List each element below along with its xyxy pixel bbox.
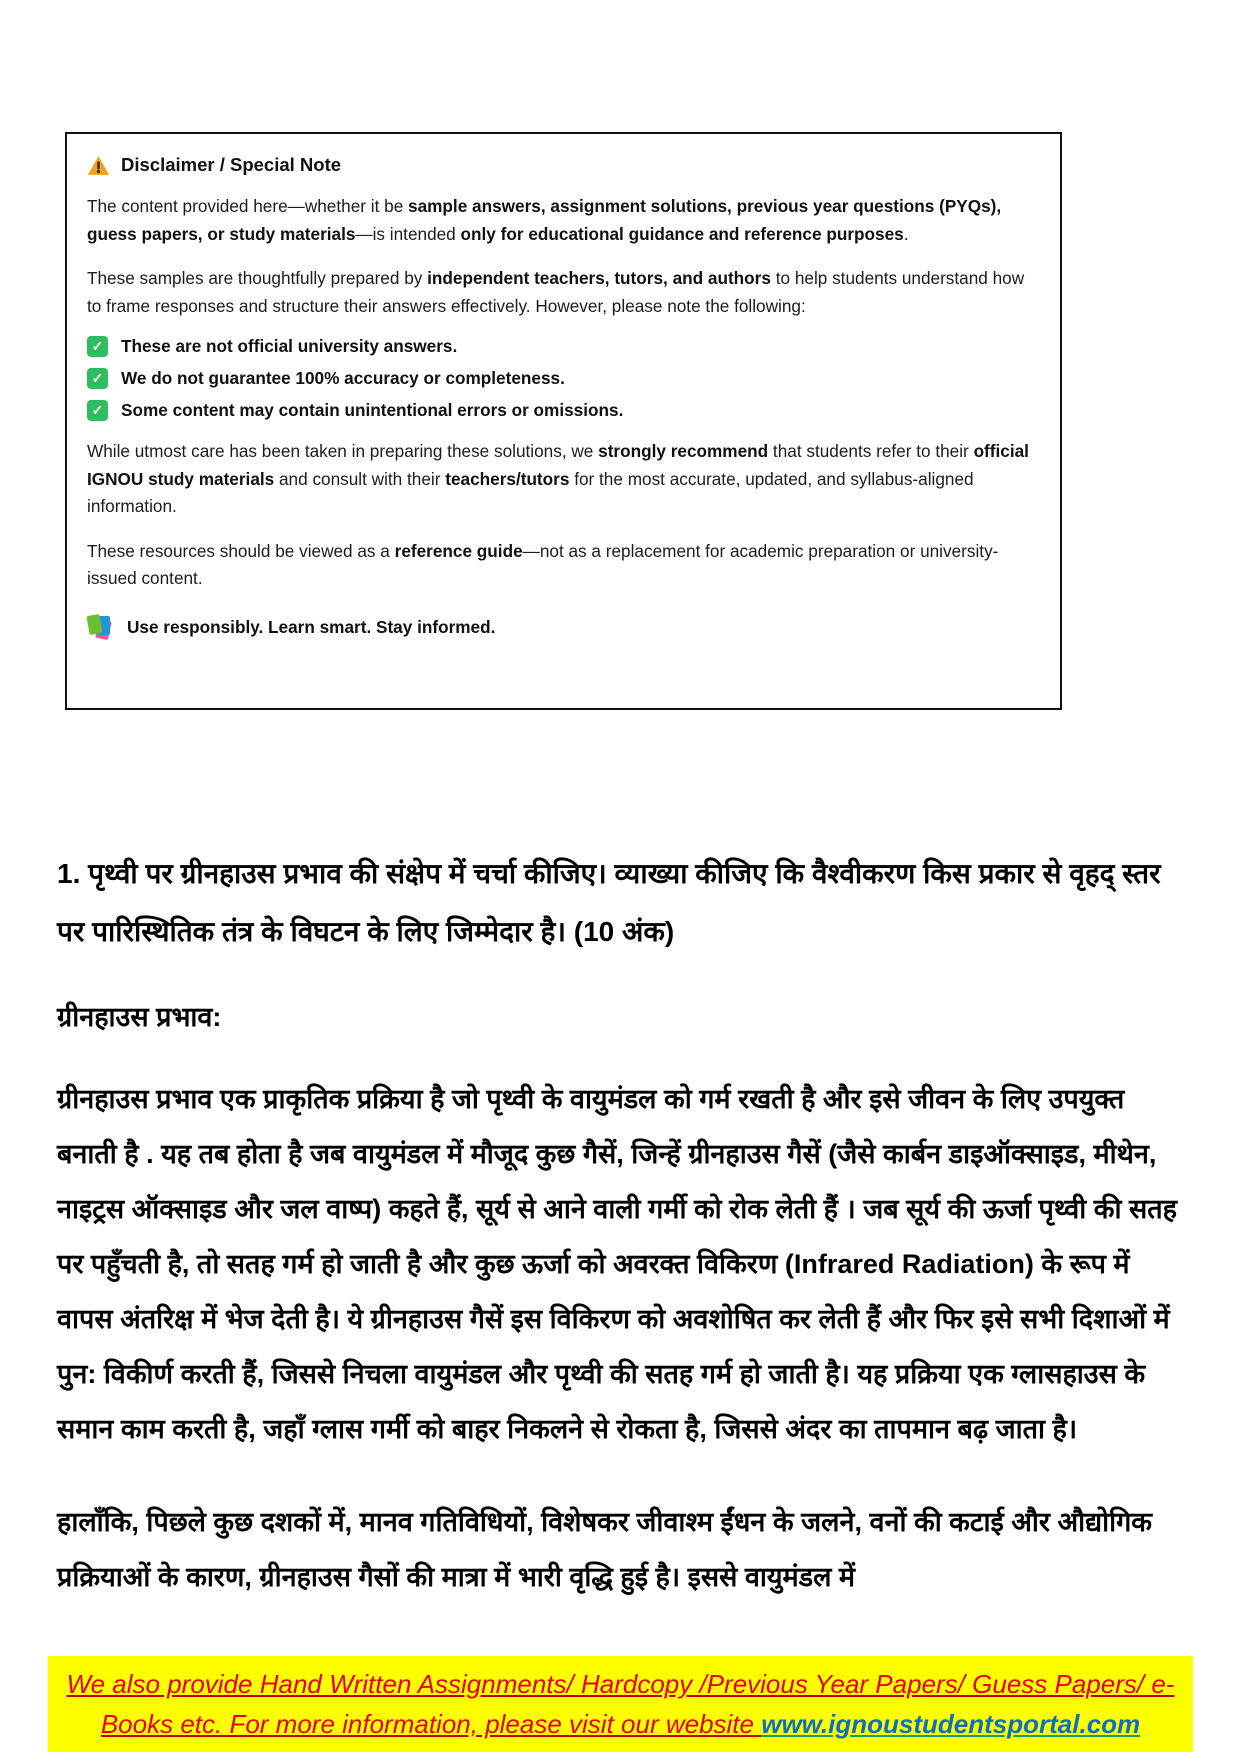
- disclaimer-box: [65, 132, 1062, 710]
- answer-paragraph-2: हालाँकि, पिछले कुछ दशकों में, मानव गतिविधियों, विशेषकर जीवाश्म ईंधन के जलने, वनों की कटाई और औद्योगिक प्रक्रियाओं के कारण, ग्रीनहाउस गैसों की मात्रा में भारी वृद्धि हुई है। इससे वायुमंडल में: [57, 1507, 1153, 1592]
- text-segment: and consult with their: [274, 468, 446, 489]
- disclaimer-note-row: [87, 615, 1038, 640]
- checklist-item-label: These are not official university answers.: [121, 336, 458, 356]
- disclaimer-title-row: [87, 154, 1038, 176]
- text-segment: These samples are thoughtfully prepared by: [87, 268, 428, 288]
- warning-icon: [87, 155, 110, 176]
- disclaimer-title: Disclaimer / Special Note: [121, 154, 342, 175]
- website-link[interactable]: www.ignoustudentsportal.com: [761, 1709, 1141, 1739]
- text-segment-bold: independent teachers, tutors, and authors: [427, 268, 771, 288]
- text-segment: The content provided here—whether it be: [87, 196, 409, 216]
- disclaimer-paragraph-1: [87, 193, 1038, 248]
- text-segment: While utmost care has been taken in preparing these solutions, we: [87, 441, 599, 461]
- text-segment-bold: reference guide: [394, 540, 523, 561]
- text-segment-bold: sample answers, assignment solutions, previous year questions (PYQs), guess papers, or study materials: [87, 196, 1002, 244]
- text-segment-bold: teachers/tutors: [445, 468, 570, 489]
- text-segment: to help students understand how to frame responses and structure their answers effectively. However, please note the following:: [87, 268, 1025, 316]
- green-check-icon: ✓: [87, 336, 108, 357]
- text-segment: that students refer to their: [768, 441, 974, 461]
- disclaimer-paragraph-4: [87, 538, 1038, 593]
- text-segment-bold: strongly recommend: [598, 441, 769, 461]
- answer-paragraph-1: ग्रीनहाउस प्रभाव एक प्राकृतिक प्रक्रिया है जो पृथ्वी के वायुमंडल को गर्म रखती है और इसे जीवन के लिए उपयुक्त बनाती है . यह तब होता है जब वायुमंडल में मौजूद कुछ गैसें, जिन्हें ग्रीनहाउस गैसें (जैसे कार्बन डाइऑक्साइड, मीथेन, नाइट्रस ऑक्साइड और जल वाष्प) कहते हैं, सूर्य से आने वाली गर्मी को रोक लेती हैं । जब सूर्य की ऊर्जा पृथ्वी की सतह पर पहुँचती है, तो सतह गर्म हो जाती है और कुछ ऊर्जा को अवरक्त विकिरण (Infrared Radiation) के रूप में वापस अंतरिक्ष में भेज देती है। ये ग्रीनहाउस गैसें इस विकिरण को अवशोषित कर लेती हैं और फिर इसे सभी दिशाओं में पुन: विकीर्ण करती हैं, जिससे निचला वायुमंडल और पृथ्वी की सतह गर्म हो जाती है। यह प्रक्रिया एक ग्लासहाउस के समान काम करती है, जहाँ ग्लास गर्मी को बाहर निकलने से रोकता है, जिससे अंदर का तापमान बढ़ जाता है।: [57, 1084, 1178, 1444]
- checklist-item: [87, 368, 1038, 389]
- checklist-item: [87, 336, 1038, 357]
- green-check-icon: ✓: [87, 400, 108, 421]
- text-segment: for the most accurate, updated, and syllabus-aligned information.: [87, 468, 974, 516]
- text-segment: —is intended: [355, 223, 461, 244]
- greenhouse-effect-subheading: ग्रीनहाउस प्रभाव:: [57, 1002, 222, 1032]
- green-check-icon: ✓: [87, 368, 108, 389]
- disclaimer-paragraph-3: [87, 438, 1038, 521]
- disclaimer-note-label: Use responsibly. Learn smart. Stay informed.: [127, 616, 496, 637]
- answer-content: [57, 845, 1189, 1605]
- checklist-item-label: Some content may contain unintentional errors or omissions.: [121, 400, 624, 420]
- text-segment: These resources should be viewed as a: [87, 540, 395, 561]
- checklist-item-label: We do not guarantee 100% accuracy or completeness.: [121, 368, 565, 388]
- promo-banner: [48, 1656, 1193, 1752]
- text-segment: —not as a replacement for academic preparation or university-issued content.: [87, 540, 999, 588]
- promo-text: We also provide Hand Written Assignments/ Hardcopy /Previous Year Papers/ Guess Papers/ e-Books etc. For more information, please visit our website: [66, 1669, 1175, 1739]
- checklist-item: [87, 400, 1038, 421]
- text-segment: .: [903, 223, 909, 244]
- text-segment-bold: only for educational guidance and reference purposes: [460, 223, 904, 244]
- disclaimer-checklist: [87, 336, 1038, 421]
- text-segment-bold: official IGNOU study materials: [87, 441, 1029, 489]
- disclaimer-paragraph-2: [87, 265, 1038, 320]
- question-1-heading: 1. पृथ्वी पर ग्रीनहाउस प्रभाव की संक्षेप में चर्चा कीजिए। व्याख्या कीजिए कि वैश्वीकरण किस प्रकार से वृहद् स्तर पर पारिस्थितिक तंत्र के विघटन के लिए जिम्मेदार है। (10 अंक): [57, 858, 1161, 947]
- books-stack-icon: [87, 615, 114, 640]
